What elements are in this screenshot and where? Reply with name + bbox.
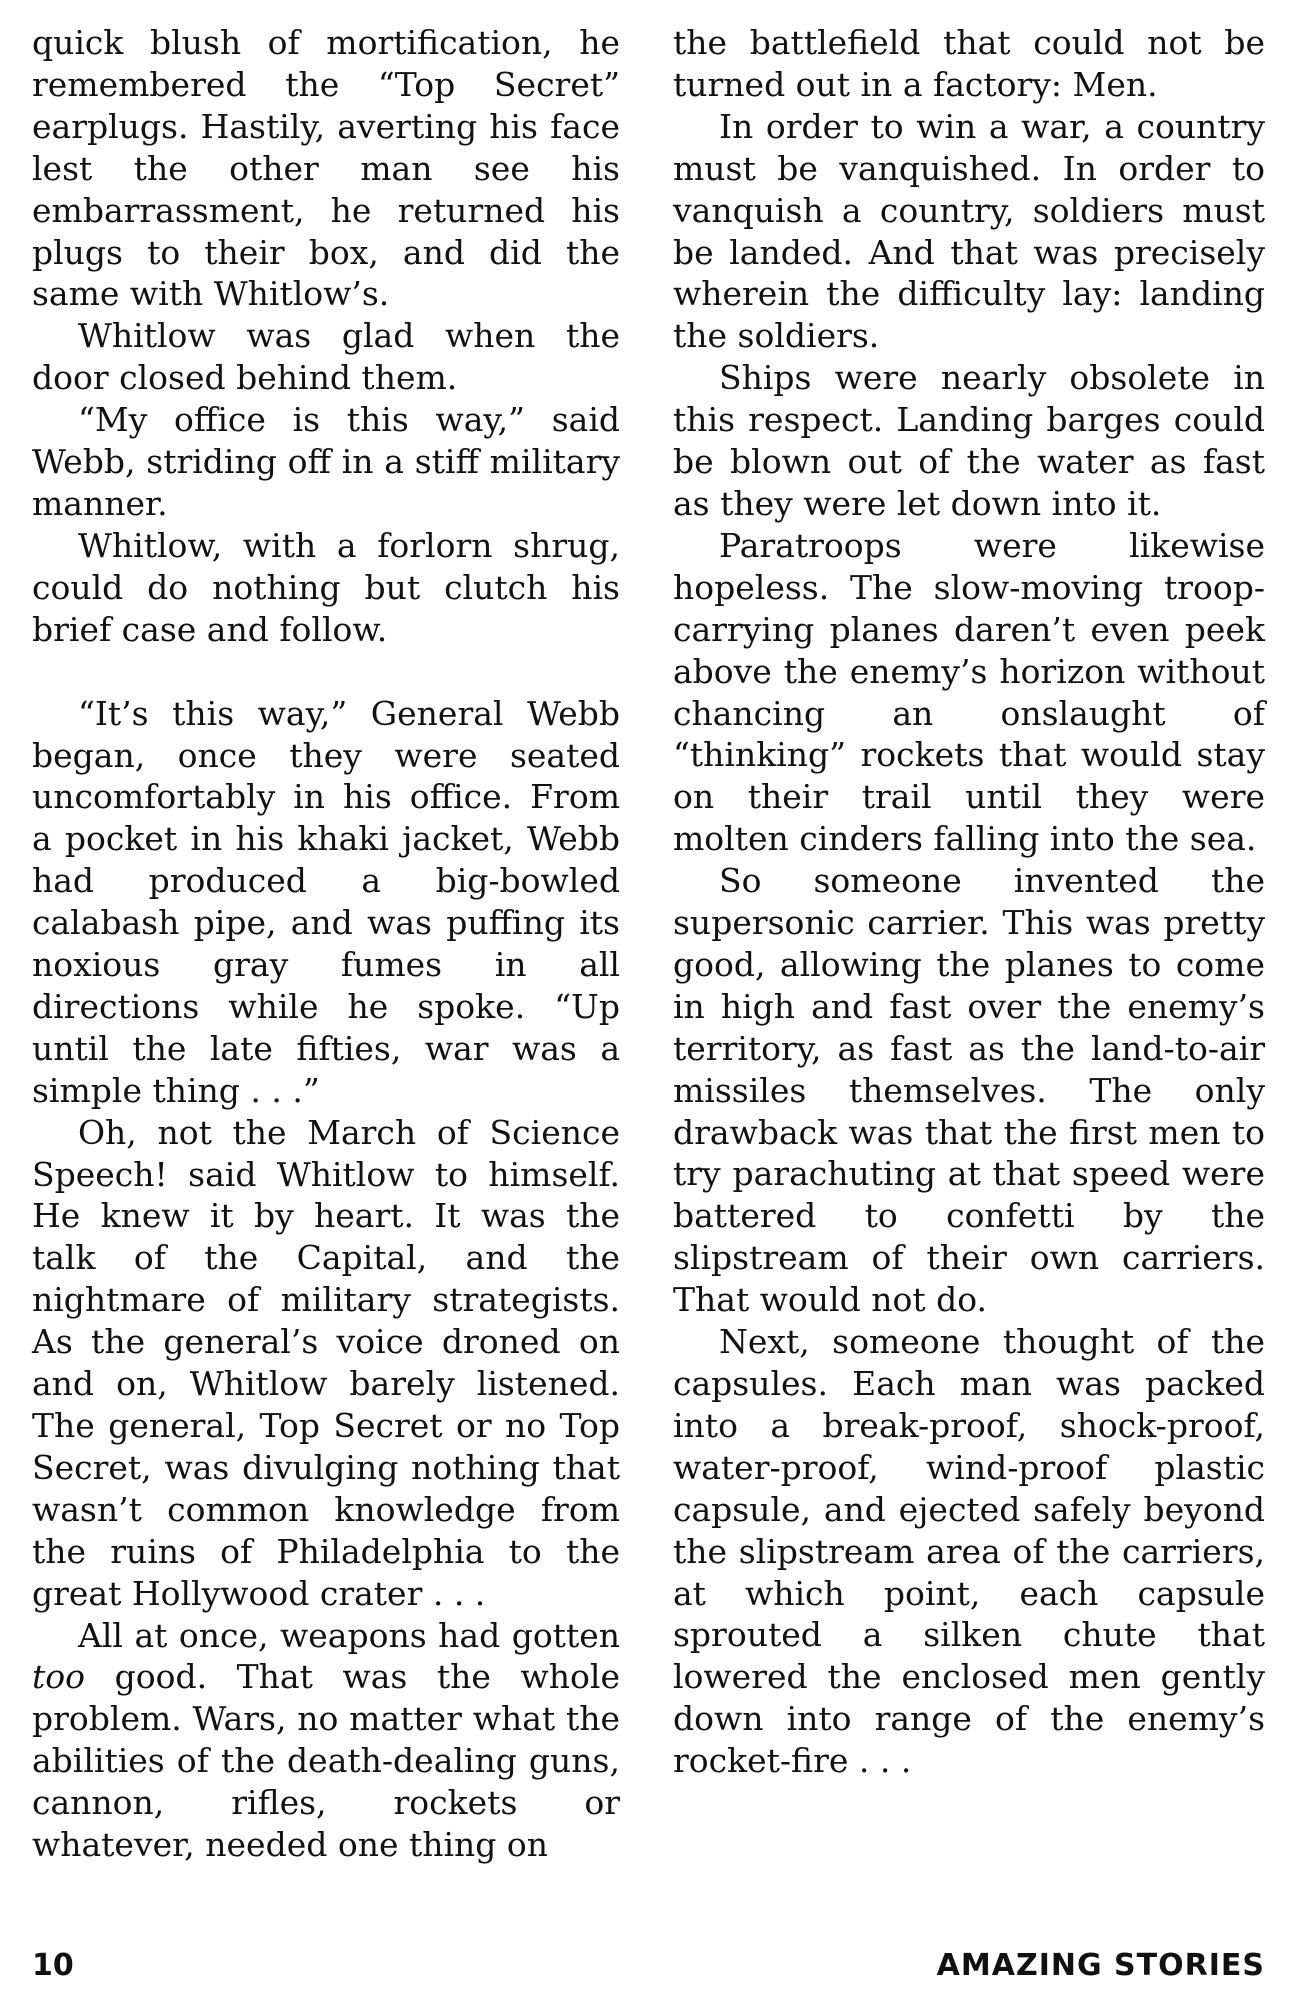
paragraph: Whitlow, with a forlorn shrug, could do nothing but clutch his brief case and follow.	[32, 525, 620, 649]
text-run: good. That was the whole problem. Wars, no matter what the abilities of the death-dealing guns, cannon, rifles, rockets or whatever, needed one thing on	[32, 1657, 620, 1865]
page-footer	[32, 1944, 1265, 1994]
italic-emphasis: too	[32, 1657, 85, 1697]
paragraph-with-italic	[32, 1615, 620, 1866]
left-column	[32, 22, 620, 1866]
paragraph: Whitlow was glad when the door closed behind them.	[32, 316, 620, 398]
paragraph: Paratroops were likewise hopeless. The slow-moving troop-carrying planes daren’t even peek above the enemy’s horizon without chancing an onslaught of “thinking” rockets that would stay on their trail until they were molten cinders falling into the sea.	[673, 525, 1265, 859]
paragraph: Next, someone thought of the capsules. Each man was packed into a break-proof, shock-proof, water-proof, wind-proof plastic capsule, and ejected safely beyond the slipstream area of the carriers, at which point, each capsule sprouted a silken chute that lowered the enclosed men gently down into range of the enemy’s rocket-fire . . .	[673, 1322, 1265, 1781]
paragraph: Ships were nearly obsolete in this respect. Landing barges could be blown out of the water as fast as they were let down into it.	[673, 358, 1265, 523]
paragraph: In order to win a war, a country must be vanquished. In order to vanquish a country, soldiers must be landed. And that was precisely wherein the difficulty lay: landing the soldiers.	[673, 106, 1265, 356]
paragraph-section-start: “It’s this way,” General Webb began, once they were seated uncomfortably in his office. From a pocket in his khaki jacket, Webb had produced a big-bowled calabash pipe, and was puffing its noxious gray fumes in all directions while he spoke. “Up until the late fifties, war was a simple thing . . .”	[32, 693, 620, 1110]
paragraph-continued: quick blush of mortification, he remembered the “Top Secret” earplugs. Hastily, averting his face lest the other man see his embarrassment, he returned his plugs to their box, and did the same with Whitlow’s.	[32, 23, 620, 314]
running-title: AMAZING STORIES	[936, 1948, 1265, 1983]
paragraph: So someone invented the supersonic carrier. This was pretty good, allowing the planes to come in high and fast over the enemy’s territory, as fast as the land-to-air missiles themselves. The only drawback was that the first men to try parachuting at that speed were battered to confetti by the slipstream of their own carriers. That would not do.	[673, 861, 1265, 1320]
paragraph-continued: the battlefield that could not be turned out in a factory: Men.	[673, 23, 1265, 104]
page-number: 10	[32, 1948, 74, 1983]
paragraph: Oh, not the March of Science Speech! said Whitlow to himself. He knew it by heart. It was the talk of the Capital, and the nightmare of military strategists. As the general’s voice droned on and on, Whitlow barely listened. The general, Top Secret or no Top Secret, was divulging nothing that wasn’t common knowledge from the ruins of Philadelphia to the great Hollywood crater . . .	[32, 1112, 620, 1613]
text-run: All at once, weapons had gotten	[78, 1615, 620, 1655]
paragraph: “My office is this way,” said Webb, striding off in a stiff military manner.	[32, 400, 620, 523]
right-column	[673, 22, 1265, 1782]
